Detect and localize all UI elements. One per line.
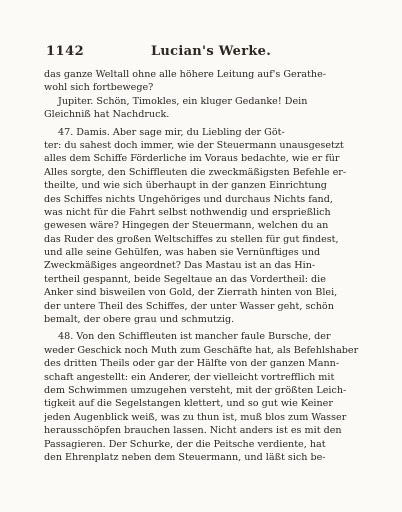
text-line: alles dem Schiffe Förderliche im Voraus bedachte, wie er für [44, 153, 340, 165]
text-line: Alles sorgte, den Schiffleuten die zweckmäßigsten Befehle er- [44, 166, 347, 178]
text-line: theilte, und wie sich überhaupt in der ganzen Einrichtung [44, 180, 327, 192]
running-head: Lucian's Werke. [150, 44, 272, 59]
text-line: ter: du sahest doch immer, wie der Steuermann unausgesetzt [44, 139, 344, 151]
text-line: schaft angestellt: ein Anderer, der vielleicht vortrefflich mit [44, 371, 335, 383]
text-line: das Ruder des großen Weltschiffes zu stellen für gut findest, [44, 233, 339, 245]
text-line: herausschöpfen brauchen lassen. Nicht anders ist es mit den [44, 425, 342, 437]
text-line: jeden Augenblick weiß, was zu thun ist, muß blos zum Wasser [44, 411, 347, 423]
text-line: Zweckmäßiges angeordnet? Das Mastau ist an das Hin- [44, 260, 316, 272]
body-text [44, 68, 360, 464]
page-header [46, 44, 376, 60]
text-line: gewesen wäre? Hingegen der Steuermann, welchen du an [44, 220, 329, 232]
text-line: das ganze Weltall ohne alle höhere Leitung auf's Gerathe- [44, 69, 326, 80]
text-line: Anker sind bisweilen von Gold, der Zierrath hinten von Blei, [44, 287, 338, 299]
text-line: den Ehrenplatz neben dem Steuermann, und läßt sich be- [44, 451, 326, 463]
text-line: tertheil gespannt, beide Segeltaue an das Vordertheil: die [44, 273, 326, 285]
text-line: der untere Theil des Schiffes, der unter Wasser geht, schön [44, 300, 334, 312]
text-line: des dritten Theils oder gar der Hälfte von der ganzen Mann- [44, 358, 340, 370]
text-line: wohl sich fortbewege? [44, 82, 154, 94]
text-line: dem Schwimmen umzugehen versteht, mit der größten Leich- [44, 384, 347, 396]
page-number: 1142 [46, 44, 85, 59]
text-line: Gleichniß hat Nachdruck. [44, 109, 170, 121]
text-line: des Schiffes nichts Ungehöriges und durchaus Nichts fand, [44, 193, 333, 205]
text-line: Jupiter. Schön, Timokles, ein kluger Gedanke! Dein [58, 95, 308, 107]
text-line: 47. Damis. Aber sage mir, du Liebling der Göt- [58, 126, 285, 138]
text-line: 48. Von den Schiffleuten ist mancher faule Bursche, der [58, 331, 331, 343]
text-line: tigkeit auf die Segelstangen klettert, und so gut wie Keiner [44, 398, 333, 410]
text-line: was nicht für die Fahrt selbst nothwendig und ersprießlich [44, 206, 331, 218]
text-line: weder Geschick noch Muth zum Geschäfte hat, als Befehlshaber [44, 344, 359, 356]
text-line: Passagieren. Der Schurke, der die Peitsche verdiente, hat [44, 438, 326, 450]
text-line: und alle seine Gehülfen, was haben sie Vernünftiges und [44, 247, 321, 259]
text-line: bemalt, der obere grau und schmutzig. [44, 314, 235, 326]
